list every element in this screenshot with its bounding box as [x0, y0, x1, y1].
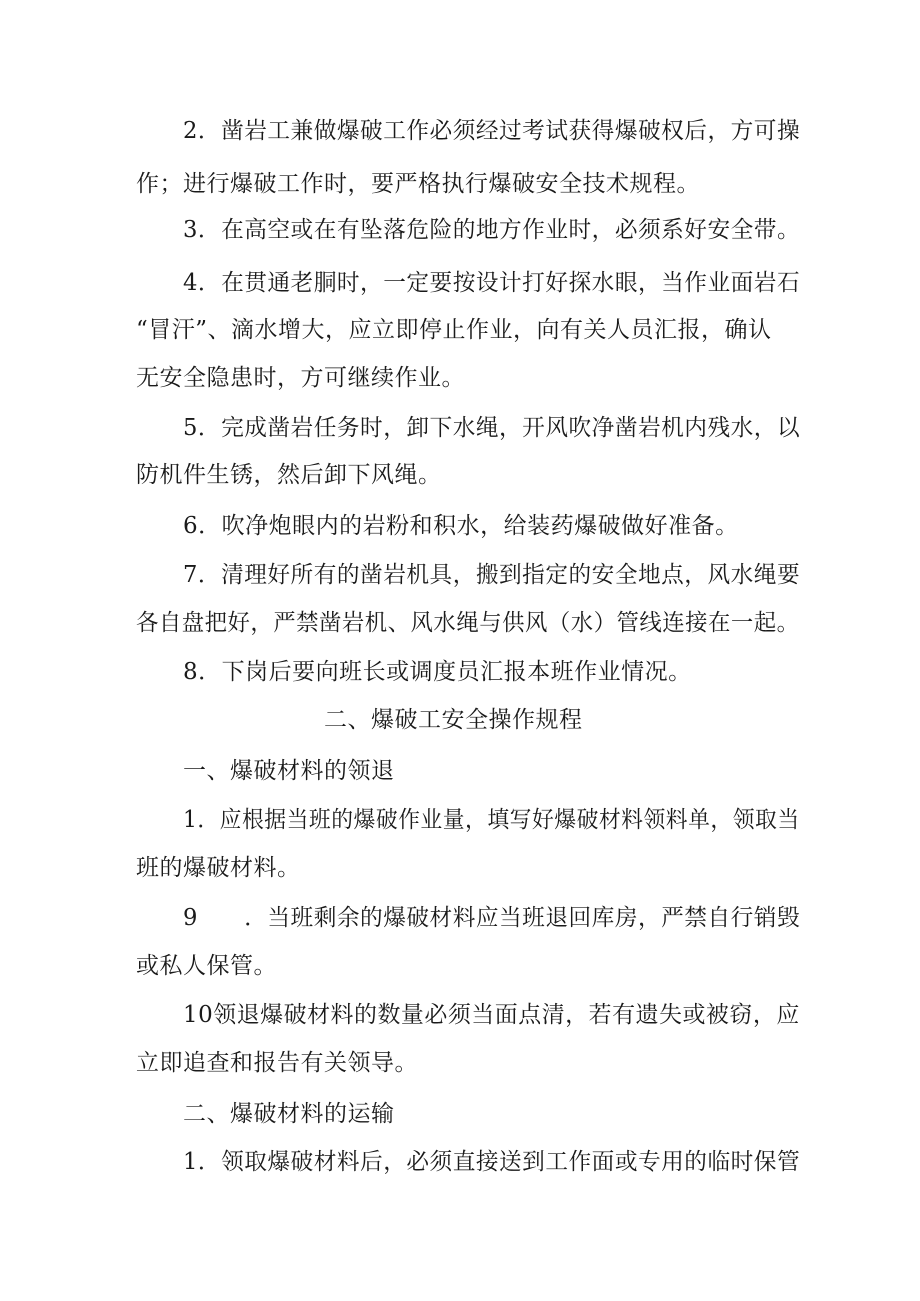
paragraph-line: 立即追查和报告有关领导。 [136, 1050, 418, 1076]
paragraph-line: 9 ．当班剩余的爆破材料应当班退回库房，严禁自行销毁 [183, 905, 801, 931]
paragraph-line: 3．在高空或在有坠落危险的地方作业时，必须系好安全带。 [183, 217, 801, 243]
paragraph-line: 或私人保管。 [136, 953, 277, 979]
paragraph-line: 防机件生锈，然后卸下风绳。 [136, 462, 442, 488]
paragraph-line: 5．完成凿岩任务时，卸下水绳，开风吹净凿岩机内残水，以 [183, 415, 801, 441]
paragraph-line: 作；进行爆破工作时，要严格执行爆破安全技术规程。 [136, 171, 700, 197]
paragraph-line: 6．吹净炮眼内的岩粉和积水，给装药爆破做好准备。 [183, 513, 739, 539]
paragraph-line: 2．凿岩工兼做爆破工作必须经过考试获得爆破权后，方可操 [183, 118, 801, 144]
paragraph-line: “冒汗”、滴水增大，应立即停止作业，向有关人员汇报，确认 [136, 317, 772, 343]
paragraph-line: 班的爆破材料。 [136, 855, 301, 881]
paragraph-line: 1．应根据当班的爆破作业量，填写好爆破材料领料单，领取当 [183, 807, 800, 833]
paragraph-line: 10领退爆破材料的数量必须当面点清，若有遗失或被窃，应 [183, 1002, 800, 1028]
paragraph-line: 7．清理好所有的凿岩机具，搬到指定的安全地点，风水绳要 [183, 562, 801, 588]
subsection-heading: 一、爆破材料的领退 [183, 758, 395, 784]
paragraph-line: 4．在贯通老胴时，一定要按设计打好探水眼，当作业面岩石 [183, 270, 801, 296]
section-heading: 二、爆破工安全操作规程 [324, 707, 583, 733]
subsection-heading: 二、爆破材料的运输 [183, 1101, 395, 1127]
paragraph-line: 1．领取爆破材料后，必须直接送到工作面或专用的临时保管 [183, 1149, 801, 1175]
paragraph-line: 8．下岗后要向班长或调度员汇报本班作业情况。 [183, 659, 692, 685]
paragraph-line: 各自盘把好，严禁凿岩机、风水绳与供风（水）管线连接在一起。 [136, 610, 800, 636]
paragraph-line: 无安全隐患时，方可继续作业。 [136, 365, 465, 391]
